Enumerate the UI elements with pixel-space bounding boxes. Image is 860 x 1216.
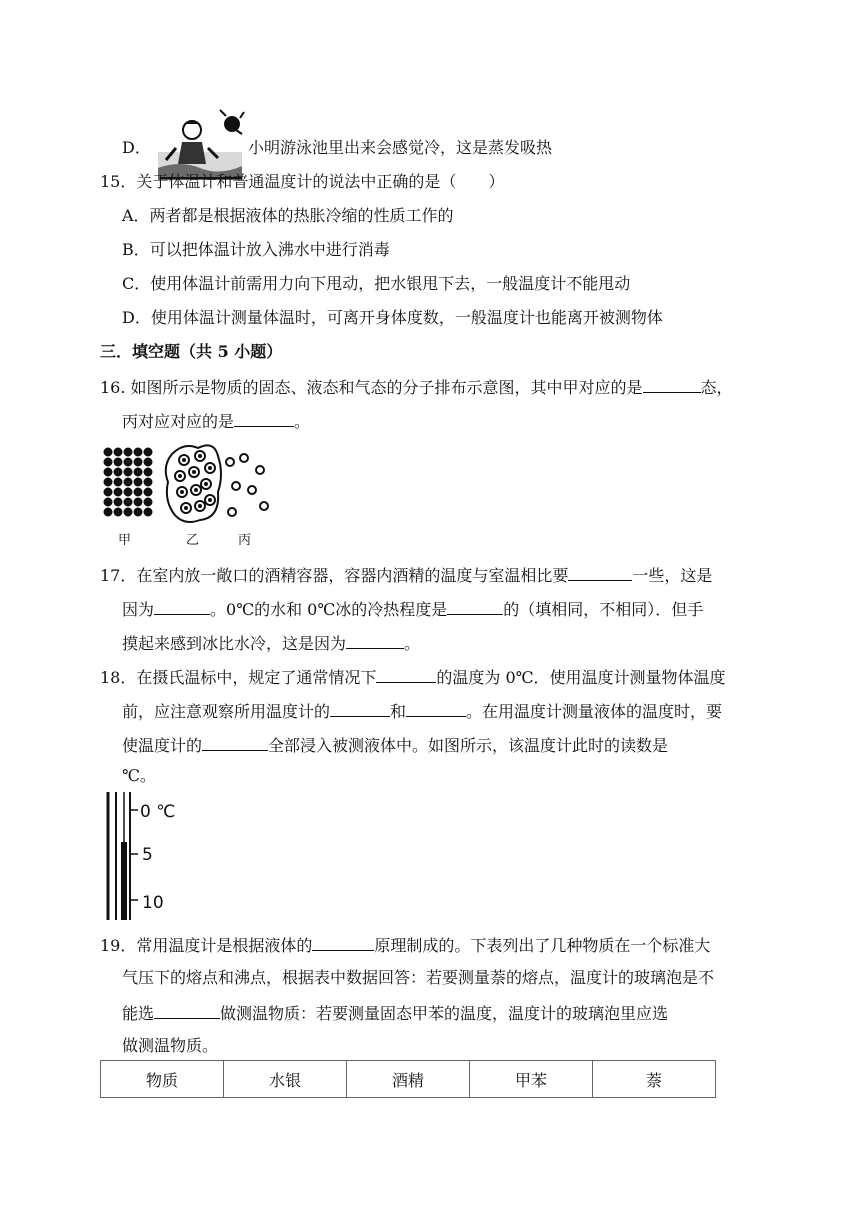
q19-text-a: 19．常用温度计是根据液体的 xyxy=(100,936,313,955)
q19-line3 xyxy=(122,1002,668,1024)
table-header-cell: 水银 xyxy=(224,1061,347,1098)
q18-text-f: 使温度计的 xyxy=(122,736,203,755)
q17-line2 xyxy=(122,598,703,620)
q18-blank-4[interactable] xyxy=(202,734,268,751)
q18-blank-2[interactable] xyxy=(330,700,390,717)
q14-option-d-letter: D． xyxy=(122,138,151,157)
q17-text-c: 因为 xyxy=(122,600,155,619)
q18-text-d: 和 xyxy=(390,702,407,721)
q16-line1 xyxy=(100,376,733,398)
q16-text-c: 丙对应对应的是 xyxy=(122,412,235,431)
q17-text-b: 一些，这是 xyxy=(632,566,713,585)
q18-line2 xyxy=(122,700,722,722)
thermo-label-5: 5 xyxy=(142,845,153,865)
q18-blank-1[interactable] xyxy=(376,666,436,683)
q17-text-d: 。0℃的水和 0℃冰的冷热程度是 xyxy=(210,600,448,619)
thermo-label-10: 10 xyxy=(142,893,164,913)
label-bing: 丙 xyxy=(238,533,252,548)
q17-blank-4[interactable] xyxy=(346,632,404,649)
q17-text-f: 摸起来感到冰比水冷，这是因为 xyxy=(122,634,347,653)
q15-option-b: B．可以把体温计放入沸水中进行消毒 xyxy=(122,240,390,259)
q18-text-b: 的温度为 0℃．使用温度计测量物体温度 xyxy=(436,668,726,687)
table-header-cell: 萘 xyxy=(593,1061,716,1098)
q16-text-b: 态， xyxy=(700,378,733,397)
q19-blank-1[interactable] xyxy=(312,934,374,951)
molecule-diagram xyxy=(102,440,272,550)
table-header-cell: 甲苯 xyxy=(470,1061,593,1098)
q15-option-a: A．两者都是根据液体的热胀冷缩的性质工作的 xyxy=(122,206,454,225)
table-header-cell: 酒精 xyxy=(347,1061,470,1098)
q15-option-d: D．使用体温计测量体温时，可离开身体度数，一般温度计也能离开被测物体 xyxy=(122,308,663,327)
label-jia: 甲 xyxy=(118,533,132,548)
label-yi: 乙 xyxy=(186,533,200,548)
q19-text-d: 做测温物质：若要测量固态甲苯的温度，温度计的玻璃泡里应选 xyxy=(220,1004,669,1023)
q19-line1 xyxy=(100,934,710,956)
q16-text-a: 16. 如图所示是物质的固态、液态和气态的分子排布示意图，其中甲对应的是 xyxy=(100,378,643,397)
q16-line2 xyxy=(122,410,310,432)
q18-text-e: 。在用温度计测量液体的温度时，要 xyxy=(466,702,723,721)
q19-text-b: 原理制成的。下表列出了几种物质在一个标准大 xyxy=(374,936,711,955)
q18-line3 xyxy=(122,734,668,756)
q15-option-c: C．使用体温计前需用力向下甩动，把水银甩下去，一般温度计不能甩动 xyxy=(122,274,631,293)
q18-text-c: 前，应注意观察所用温度计的 xyxy=(122,702,331,721)
q17-line3 xyxy=(122,632,420,654)
section-title: 三．填空题（共 5 小题） xyxy=(100,342,283,361)
q17-text-e: 的（填相同，不相同）．但手 xyxy=(503,600,704,619)
q18-line1 xyxy=(100,666,726,688)
q18-text-a: 18．在摄氏温标中，规定了通常情况下 xyxy=(100,668,377,687)
q19-text-c: 能选 xyxy=(122,1004,155,1023)
q17-text-g: 。 xyxy=(404,634,421,653)
q19-line4: 做测温物质。 xyxy=(122,1036,219,1055)
substance-table xyxy=(100,1060,716,1098)
q18-text-g: 全部浸入被测液体中。如图所示，该温度计此时的读数是 xyxy=(268,736,669,755)
q17-line1 xyxy=(100,564,712,586)
q16-text-d: 。 xyxy=(294,412,311,431)
q19-line2: 气压下的熔点和沸点，根据表中数据回答：若要测量萘的熔点，温度计的玻璃泡是不 xyxy=(122,968,715,987)
q17-blank-1[interactable] xyxy=(568,564,632,581)
q15-stem: 15．关于体温计和普通温度计的说法中正确的是（ ） xyxy=(100,172,505,191)
q17-text-a: 17．在室内放一敞口的酒精容器，容器内酒精的温度与室温相比要 xyxy=(100,566,569,585)
table-header-row xyxy=(101,1061,716,1098)
q17-blank-2[interactable] xyxy=(154,598,210,615)
q16-blank-1[interactable] xyxy=(643,376,701,393)
table-header-cell: 物质 xyxy=(101,1061,224,1098)
thermometer-figure xyxy=(104,792,184,922)
q18-blank-3[interactable] xyxy=(406,700,466,717)
q16-blank-2[interactable] xyxy=(234,410,294,427)
q14-option-d-text: 小明游泳池里出来会感觉冷，这是蒸发吸热 xyxy=(248,138,553,157)
thermo-label-0: 0 ℃ xyxy=(140,802,176,822)
q18-line4: ℃。 xyxy=(122,766,156,785)
q17-blank-3[interactable] xyxy=(447,598,503,615)
q19-blank-2[interactable] xyxy=(154,1002,220,1019)
